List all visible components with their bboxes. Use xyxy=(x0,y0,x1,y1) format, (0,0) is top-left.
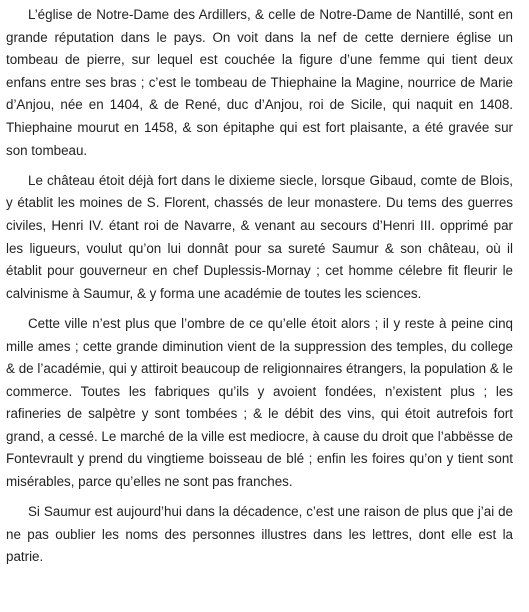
paragraph-ville: Cette ville n’est plus que l’ombre de ce qu’elle étoit alors ; il y reste à peine cinq mille ames ; cette grande diminution vient de la suppression des temples, du college & de l’académie, qui y attiroit beaucoup de religionnaires étrangers, la population & le commerce. Toutes les fabriques qu’ils y avoient fondées, n’existent plus ; les rafineries de salpètre y sont tombées ; & le débit des vins, qui étoit autrefois fort grand, a cessé. Le marché de la ville est mediocre, à cause du droit que l’abbësse de Fontevrault y prend du vingtieme boisseau de blé ; enfin les foires qu’on y tient sont misérables, parce qu’elles ne sont pas franches. xyxy=(6,315,513,490)
paragraph-decadence: Si Saumur est aujourd’hui dans la décadence, c’est une raison de plus que j’ai de ne pas oublier les noms des personnes illustres dans les lettres, dont elle est la patrie. xyxy=(6,504,513,565)
document-body xyxy=(6,4,513,577)
paragraph-chateau: Le château étoit déjà fort dans le dixieme siecle, lorsque Gibaud, comte de Blois, y établit les moines de S. Florent, chassés de leur monastere. Du tems des guerres civiles, Henri IV. étant roi de Navarre, & venant au secours d’Henri III. opprimé par les ligueurs, voulut qu’on lui donnât pour sa sureté Saumur & son château, où il établit pour gouverneur en chef Duplessis-Mornay ; cet homme célebre fit fleurir le calvinisme à Saumur, & y forma une académie de toutes les sciences. xyxy=(6,172,513,301)
paragraph-ardillers: L’église de Notre-Dame des Ardillers, & celle de Notre-Dame de Nantillé, sont en grande réputation dans le pays. On voit dans la nef de cette derniere église un tombeau de pierre, sur lequel est couchée la figure d’une femme qui tient deux enfans entre ses bras ; c’est le tombeau de Thiephaine la Magine, nourrice de Marie d’Anjou, née en 1404, & de René, duc d’Anjou, roi de Sicile, qui naquit en 1408. Thiephaine mourut en 1458, & son épitaphe qui est fort plaisante, a été gravée sur son tombeau. xyxy=(6,7,513,158)
